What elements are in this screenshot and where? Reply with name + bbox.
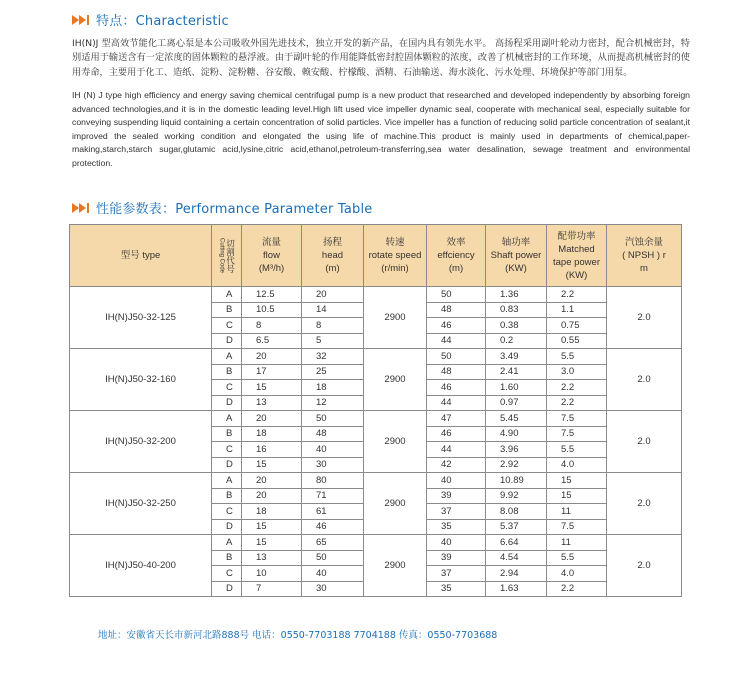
header-npsh-cn: 汽蚀余量	[624, 237, 663, 248]
cell-matched-power: 2.2	[547, 395, 607, 411]
cell-matched-power: 7.5	[547, 519, 607, 535]
header-type: 型号 type	[70, 225, 212, 287]
cell-npsh: 2.0	[607, 535, 682, 597]
cell-head: 18	[302, 380, 364, 396]
cell-cutting-code: D	[212, 581, 242, 597]
cell-efficiency: 40	[427, 473, 486, 489]
cell-cutting-code: B	[212, 550, 242, 566]
table-row	[70, 473, 682, 489]
cell-cutting-code: A	[212, 535, 242, 551]
cell-efficiency: 37	[427, 504, 486, 520]
cell-flow: 20	[242, 349, 302, 365]
performance-table	[69, 224, 682, 597]
cell-flow: 6.5	[242, 333, 302, 349]
cell-speed: 2900	[364, 535, 427, 597]
cell-head: 25	[302, 364, 364, 380]
cell-npsh: 2.0	[607, 287, 682, 349]
double-arrow-icon	[72, 202, 92, 214]
performance-title: 性能参数表：Performance Parameter Table	[96, 202, 373, 217]
header-speed-cn: 转速	[385, 237, 405, 248]
header-eff-cn: 效率	[446, 237, 466, 248]
header-cut-cn: 切割代号	[225, 238, 236, 273]
cell-head: 8	[302, 318, 364, 334]
cell-flow: 20	[242, 488, 302, 504]
cell-efficiency: 46	[427, 318, 486, 334]
cell-cutting-code: C	[212, 504, 242, 520]
cell-speed: 2900	[364, 349, 427, 411]
cell-head: 40	[302, 566, 364, 582]
cell-cutting-code: C	[212, 318, 242, 334]
cell-cutting-code: D	[212, 395, 242, 411]
cell-cutting-code: C	[212, 442, 242, 458]
cell-matched-power: 4.0	[547, 457, 607, 473]
cell-cutting-code: B	[212, 488, 242, 504]
footer-contact: 地址：安徽省天长市新河北路888号 电话：0550-7703188 7704188 传真：0550-7703688	[98, 630, 498, 641]
cell-cutting-code: B	[212, 302, 242, 318]
cell-cutting-code: B	[212, 426, 242, 442]
cell-flow: 10	[242, 566, 302, 582]
header-match-en1: Matched	[558, 243, 595, 255]
header-match-unit: (KW)	[565, 269, 588, 281]
cell-matched-power: 3.0	[547, 364, 607, 380]
cell-matched-power: 11	[547, 504, 607, 520]
characteristic-text-en: IH (N) J type high efficiency and energy saving chemical centrifugal pump is a new product that researched and developed independently by absorbing foreign advanced technologies,and it is in the domestic leading level.High lift used vice impeller dynamic seal, cooperate with mechanical seal, especially suitable for conveying suspending liquid containing a certain concentration of solid particles. Vice impeller has a function of reducing solid particle concentration of sealant,it improved the sealed working condition and elongated the using life of machine.This product is mainly used in departments of chemical,paper-making,starch,starch sugar,glutamic acid,lysine,citric acid,ethanol,petroleum-transferring,sea water desalination, sewage treatment and environmental protection.	[72, 90, 690, 168]
cell-head: 80	[302, 473, 364, 489]
cell-flow: 15	[242, 519, 302, 535]
header-matched-power	[547, 225, 607, 287]
cell-flow: 15	[242, 457, 302, 473]
header-head-cn: 扬程	[322, 237, 342, 248]
cell-head: 30	[302, 581, 364, 597]
header-head-unit: (m)	[325, 263, 340, 274]
header-npsh-en: ( NPSH ) r	[622, 250, 666, 261]
cell-flow: 18	[242, 426, 302, 442]
cell-matched-power: 15	[547, 473, 607, 489]
cell-flow: 13	[242, 550, 302, 566]
cell-speed: 2900	[364, 473, 427, 535]
cell-flow: 15	[242, 535, 302, 551]
cell-efficiency: 48	[427, 302, 486, 318]
cell-efficiency: 50	[427, 349, 486, 365]
cell-model: IH(N)J50-32-250	[70, 473, 212, 535]
cell-efficiency: 35	[427, 519, 486, 535]
cell-shaft-power: 0.38	[486, 318, 547, 334]
header-cut-en: Cutting Code	[218, 237, 225, 274]
cell-npsh: 2.0	[607, 349, 682, 411]
cell-efficiency: 39	[427, 550, 486, 566]
cell-flow: 15	[242, 380, 302, 396]
cell-shaft-power: 6.64	[486, 535, 547, 551]
cell-flow: 7	[242, 581, 302, 597]
cell-shaft-power: 3.49	[486, 349, 547, 365]
characteristic-title: 特点：Characteristic	[96, 14, 229, 29]
cell-flow: 10.5	[242, 302, 302, 318]
cell-flow: 18	[242, 504, 302, 520]
header-flow	[242, 225, 302, 287]
cell-cutting-code: A	[212, 287, 242, 303]
cell-cutting-code: A	[212, 473, 242, 489]
cell-model: IH(N)J50-40-200	[70, 535, 212, 597]
table-header-row	[70, 225, 682, 287]
cell-head: 46	[302, 519, 364, 535]
cell-matched-power: 15	[547, 488, 607, 504]
performance-heading	[72, 198, 373, 217]
cell-shaft-power: 5.37	[486, 519, 547, 535]
cell-cutting-code: C	[212, 566, 242, 582]
cell-speed: 2900	[364, 411, 427, 473]
cell-matched-power: 11	[547, 535, 607, 551]
cell-head: 14	[302, 302, 364, 318]
header-head-en: head	[321, 250, 344, 261]
header-npsh-unit: m	[640, 263, 648, 274]
cell-shaft-power: 8.08	[486, 504, 547, 520]
cell-matched-power: 0.55	[547, 333, 607, 349]
cell-head: 71	[302, 488, 364, 504]
characteristic-heading	[72, 10, 229, 29]
cell-shaft-power: 0.97	[486, 395, 547, 411]
cell-cutting-code: B	[212, 364, 242, 380]
cell-cutting-code: C	[212, 380, 242, 396]
cell-matched-power: 2.2	[547, 287, 607, 303]
table-row	[70, 349, 682, 365]
header-shaft-unit: (KW)	[505, 263, 527, 274]
cell-model: IH(N)J50-32-200	[70, 411, 212, 473]
header-flow-cn: 流量	[261, 237, 281, 248]
cell-matched-power: 5.5	[547, 550, 607, 566]
cell-flow: 16	[242, 442, 302, 458]
cell-head: 40	[302, 442, 364, 458]
header-speed	[364, 225, 427, 287]
cell-efficiency: 44	[427, 333, 486, 349]
cell-shaft-power: 10.89	[486, 473, 547, 489]
cell-matched-power: 0.75	[547, 318, 607, 334]
cell-flow: 8	[242, 318, 302, 334]
cell-head: 50	[302, 411, 364, 427]
cell-head: 65	[302, 535, 364, 551]
cell-head: 30	[302, 457, 364, 473]
cell-efficiency: 37	[427, 566, 486, 582]
cell-shaft-power: 0.83	[486, 302, 547, 318]
cell-shaft-power: 1.60	[486, 380, 547, 396]
performance-table-body	[70, 287, 682, 597]
header-eff-en: effciency	[437, 250, 475, 261]
cell-shaft-power: 5.45	[486, 411, 547, 427]
cell-efficiency: 50	[427, 287, 486, 303]
cell-matched-power: 7.5	[547, 411, 607, 427]
header-speed-unit: (r/min)	[381, 263, 409, 274]
cell-efficiency: 46	[427, 380, 486, 396]
cell-efficiency: 40	[427, 535, 486, 551]
cell-model: IH(N)J50-32-125	[70, 287, 212, 349]
header-shaft-en: Shaft power	[490, 250, 542, 261]
cell-npsh: 2.0	[607, 411, 682, 473]
cell-shaft-power: 4.90	[486, 426, 547, 442]
cell-shaft-power: 2.41	[486, 364, 547, 380]
header-npsh	[607, 225, 682, 287]
cell-shaft-power: 1.36	[486, 287, 547, 303]
cell-flow: 13	[242, 395, 302, 411]
table-row	[70, 411, 682, 427]
cell-shaft-power: 1.63	[486, 581, 547, 597]
header-shaft-cn: 轴功率	[501, 237, 531, 248]
cell-flow: 12.5	[242, 287, 302, 303]
header-match-en2: tape power	[552, 256, 600, 268]
header-cutting-code	[212, 225, 242, 287]
header-efficiency	[427, 225, 486, 287]
cell-matched-power: 2.2	[547, 380, 607, 396]
cell-efficiency: 47	[427, 411, 486, 427]
header-eff-unit: (m)	[448, 263, 464, 274]
cell-head: 48	[302, 426, 364, 442]
cell-head: 5	[302, 333, 364, 349]
header-match-cn: 配带功率	[557, 230, 596, 242]
cell-flow: 20	[242, 411, 302, 427]
characteristic-text-cn: IH(N)J 型高效节能化工离心泵是本公司吸收外国先进技术，独立开发的新产品，在国内具有领先水平。 高扬程采用副叶轮动力密封，配合机械密封，特别适用于输送含有一定浓度的固体颗粒的悬浮液。由于副叶轮的作用能降低密封腔固体颗粒的浓度，改善了机械密封的工作环境，从而提高机械密封的使用寿命，主要用于化工、造纸、淀粉、淀粉糖、谷安酸、赖安酸、柠檬酸、酒精、石油输送、海水淡化、污水处理、环境保护等部门用泵。	[72, 38, 690, 78]
cell-efficiency: 39	[427, 488, 486, 504]
table-row	[70, 287, 682, 303]
header-speed-en: rotate speed	[368, 250, 422, 261]
table-row	[70, 535, 682, 551]
cell-head: 20	[302, 287, 364, 303]
cell-matched-power: 5.5	[547, 442, 607, 458]
cell-efficiency: 46	[427, 426, 486, 442]
cell-cutting-code: D	[212, 333, 242, 349]
cell-efficiency: 42	[427, 457, 486, 473]
cell-head: 61	[302, 504, 364, 520]
cell-cutting-code: D	[212, 457, 242, 473]
header-flow-unit: (M³/h)	[258, 263, 285, 274]
cell-efficiency: 35	[427, 581, 486, 597]
cell-flow: 20	[242, 473, 302, 489]
cell-head: 50	[302, 550, 364, 566]
cell-cutting-code: A	[212, 349, 242, 365]
cell-matched-power: 1.1	[547, 302, 607, 318]
cell-flow: 17	[242, 364, 302, 380]
cell-speed: 2900	[364, 287, 427, 349]
cell-npsh: 2.0	[607, 473, 682, 535]
cell-shaft-power: 4.54	[486, 550, 547, 566]
cell-shaft-power: 2.92	[486, 457, 547, 473]
header-head	[302, 225, 364, 287]
cell-model: IH(N)J50-32-160	[70, 349, 212, 411]
cell-cutting-code: D	[212, 519, 242, 535]
cell-shaft-power: 3.96	[486, 442, 547, 458]
header-flow-en: flow	[263, 250, 280, 261]
cell-matched-power: 5.5	[547, 349, 607, 365]
cell-matched-power: 4.0	[547, 566, 607, 582]
cell-head: 32	[302, 349, 364, 365]
cell-shaft-power: 2.94	[486, 566, 547, 582]
cell-shaft-power: 9.92	[486, 488, 547, 504]
cell-matched-power: 7.5	[547, 426, 607, 442]
cell-head: 12	[302, 395, 364, 411]
header-shaft-power	[486, 225, 547, 287]
cell-efficiency: 44	[427, 442, 486, 458]
double-arrow-icon	[72, 14, 92, 26]
cell-matched-power: 2.2	[547, 581, 607, 597]
cell-cutting-code: A	[212, 411, 242, 427]
cell-shaft-power: 0.2	[486, 333, 547, 349]
cell-efficiency: 48	[427, 364, 486, 380]
cell-efficiency: 44	[427, 395, 486, 411]
